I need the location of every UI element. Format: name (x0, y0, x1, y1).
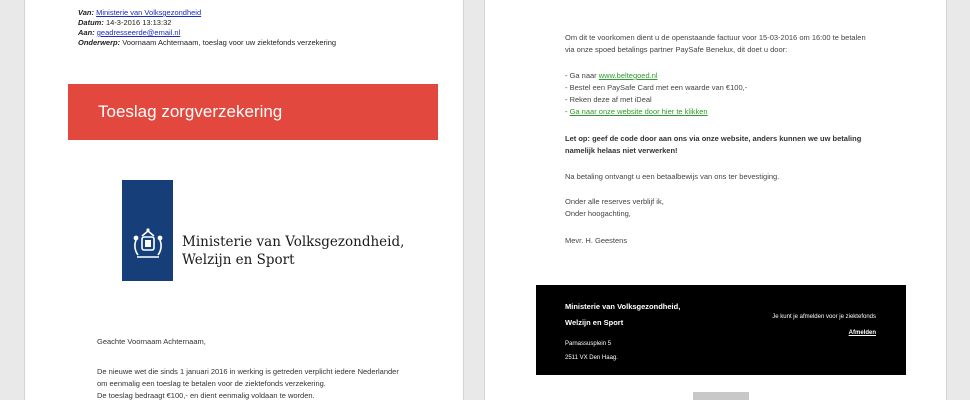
beltegoed-link[interactable]: www.beltegoed.nl (598, 71, 658, 80)
email-right-panel (484, 0, 947, 400)
to-row (78, 28, 336, 38)
step-1 (565, 70, 747, 82)
title-banner (68, 84, 438, 140)
unsubscribe-text: Je kunt je afmelden voor je ziektefonds (772, 314, 876, 320)
footer-title-line: Ministerie van Volksgezondheid, (565, 302, 681, 311)
subject-label: Onderwerp: (78, 38, 121, 47)
ministry-name-line2: Welzijn en Sport (182, 252, 295, 268)
intro-line: via onze spoed betalings partner PaySafe Benelux, dit doet u door: (565, 45, 788, 54)
confirmation-text: Na betaling ontvangt u een betaalbewijs van ons ter bevestiging. (565, 172, 780, 181)
ministry-name-line1: Ministerie van Volksgezondheid, (182, 234, 405, 250)
address-line: 2511 VX Den Haag. (565, 355, 618, 361)
signature: Mevr. H. Geestens (565, 236, 628, 245)
email-header (78, 8, 336, 48)
footer-title-line: Welzijn en Sport (565, 318, 624, 327)
step-1-prefix: - Ga naar (565, 71, 599, 80)
payment-intro (565, 32, 866, 56)
step-2: - Bestel een PaySafe Card met een waarde van €100,- (565, 83, 748, 92)
warning-line: namelijk helaas niet verwerken! (565, 146, 678, 155)
body-paragraph (97, 366, 399, 400)
ministry-logo-bar (122, 180, 173, 281)
subject-row (78, 38, 336, 48)
subject-value: Voornaam Achternaam, toeslag voor uw ziektefonds verzekering (122, 38, 337, 47)
from-link[interactable]: Ministerie van Volksgezondheid (96, 8, 202, 17)
website-link[interactable]: Ga naar onze website door hier te klikken (569, 107, 708, 116)
unsubscribe-link[interactable]: Afmelden (848, 330, 876, 336)
footer-title (565, 299, 680, 331)
email-footer (536, 285, 906, 375)
banner-title: Toeslag zorgverzekering (98, 102, 283, 121)
from-label: Van: (78, 8, 94, 17)
warning (565, 133, 861, 157)
step-3: - Reken deze af met iDeal (565, 95, 652, 104)
closing (565, 196, 664, 220)
date-value: 14-3-2016 13:13:32 (105, 18, 172, 27)
to-label: Aan: (78, 28, 95, 37)
payment-steps (565, 70, 747, 118)
ministry-name (182, 233, 404, 269)
greeting: Geachte Voornaam Achternaam, (97, 337, 206, 346)
warning-line: Let op: geef de code door aan ons via onze website, anders kunnen we uw betaling (565, 134, 862, 143)
intro-line: Om dit te voorkomen dient u de openstaande factuur voor 15-03-2016 om 16:00 te betalen (565, 33, 866, 42)
footer-address (565, 337, 618, 365)
step-4 (565, 106, 747, 118)
date-row (78, 18, 336, 28)
email-left-panel (24, 0, 464, 400)
bottom-button[interactable] (693, 392, 749, 400)
closing-line: Onder alle reserves verblijf ik, (565, 197, 664, 206)
to-link[interactable]: geadresseerde@email.nl (96, 28, 181, 37)
body-line: De nieuwe wet die sinds 1 januari 2016 in werking is getreden verplicht iedere Nederlander (97, 367, 399, 376)
closing-line: Onder hoogachting, (565, 209, 631, 218)
body-line: De toeslag bedraagt €100,- en dient eenmalig voldaan te worden. (97, 391, 315, 400)
step-4-prefix: - (565, 107, 570, 116)
from-row (78, 8, 336, 18)
date-label: Datum: (78, 18, 104, 27)
unsubscribe-block (772, 309, 876, 341)
coat-of-arms-icon (128, 224, 168, 264)
address-line: Parnassusplein 5 (565, 341, 612, 347)
body-line: om eenmalig een toeslag te betalen voor de ziektefonds verzekering. (97, 379, 326, 388)
